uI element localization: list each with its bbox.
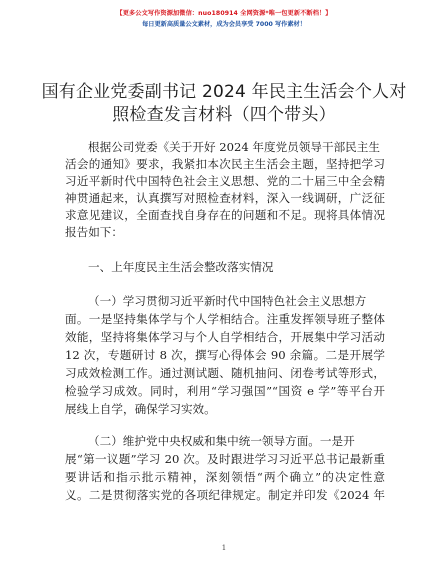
paragraph-line: 习近平新时代中国特色社会主义思想、党的二十届三中全会精 (65, 174, 385, 188)
paragraph-line: 报告如下： (65, 225, 123, 239)
paragraph-line: 活会的通知》要求，我紧扣本次民主生活会主题，坚持把学习 (65, 157, 385, 171)
promo-banner-red: 【更多公文写作资源加微信：nuo180914 全网资源*唯一包更新不断档！】 (116, 10, 332, 17)
paragraph-line: 根据公司党委《关于开好 2024 年度党员领导干部民主生 (88, 140, 380, 154)
paragraph-line: 检验学习成效。同时，利用“学习强国”“国资 e 学”等平台开 (65, 384, 385, 398)
paragraph-line: 神贯通起来，认真撰写对照检查材料，深入一线调研，广泛征 (65, 191, 385, 205)
paragraph-line: 效能，坚持将集体学习与个人自学相结合，开展集中学习活动 (65, 330, 385, 344)
paragraph-line: 要讲话和指示批示精神，深刻领悟“两个确立”的决定性意 (65, 470, 385, 484)
paragraph-line: 求意见建议，全面查找自身存在的问题和不足。现将具体情况 (65, 208, 385, 222)
promo-banner-blue: 每日更新高质量公文素材，成为会员享受 7000 写作素材！ (142, 21, 306, 28)
paragraph-line: 12 次，专题研讨 8 次，撰写心得体会 90 余篇。二是开展学 (65, 348, 385, 362)
paragraph-line: 面。一是坚持集体学与个人学相结合。注重发挥领导班子整体 (65, 312, 385, 326)
subsection-heading: （一）学习贯彻习近平新时代中国特色社会主义思想方 (88, 294, 367, 308)
document-title-line-2: 照检查发言材料（四个带头） (112, 105, 336, 125)
paragraph-line: 展线上自学，确保学习实效。 (65, 402, 216, 416)
page-number: 1 (221, 544, 227, 552)
paragraph-line: 习成效检测工作。通过测试题、随机抽问、闭卷考试等形式， (65, 366, 385, 380)
section-heading: 一、上年度民主生活会整改落实情况 (88, 260, 274, 274)
document-title-line-1: 国有企业党委副书记 2024 年民主生活会个人对 (41, 82, 407, 102)
subsection-heading: （二）维护党中央权威和集中统一领导方面。一是开 (88, 434, 355, 448)
paragraph-line: 义。二是贯彻落实党的各项纪律规定。制定并印发《2024 年 (65, 488, 385, 502)
paragraph-line: 展“第一议题”学习 20 次。及时跟进学习习近平总书记最新重 (65, 452, 385, 466)
